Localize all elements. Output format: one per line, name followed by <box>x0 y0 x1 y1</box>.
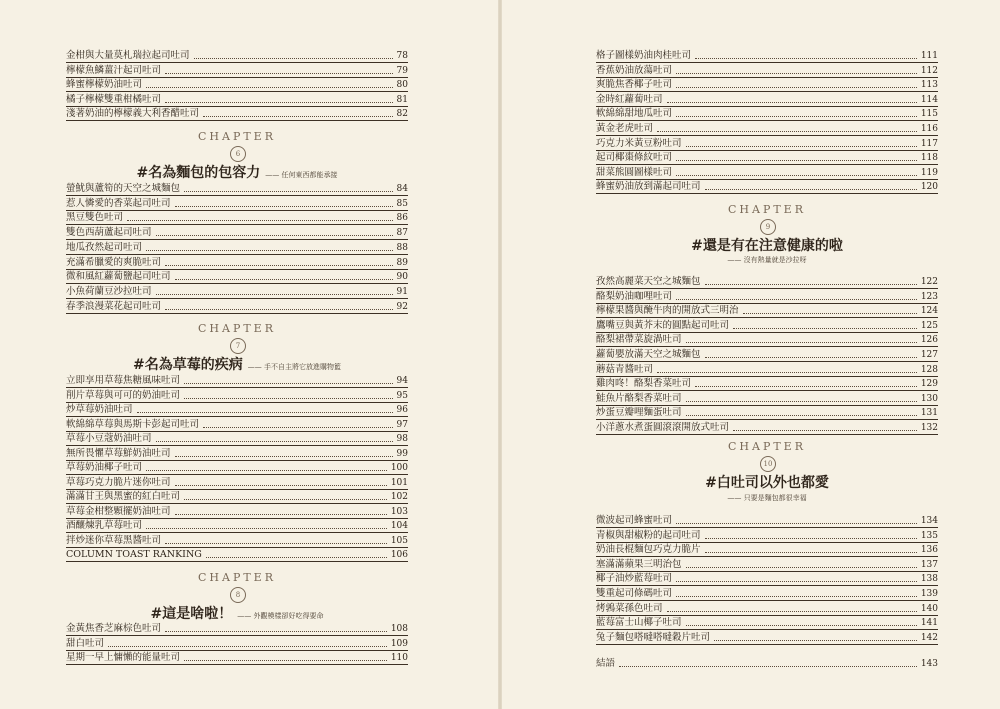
toc-entry-title: 充滿希臘愛的爽脆吐司 <box>66 256 162 268</box>
toc-entry-title: 甜菜熊圓圖樣吐司 <box>596 166 673 178</box>
toc-entry-title: 蘑菇青醬吐司 <box>596 363 654 375</box>
toc-entry-page: 143 <box>920 659 938 669</box>
toc-entry-page: 130 <box>920 393 938 404</box>
toc-entry-page: 104 <box>390 521 408 531</box>
leader-dots <box>676 160 917 161</box>
toc-entry[interactable] <box>596 557 938 572</box>
toc-entry-page: 137 <box>920 559 938 570</box>
chapter-title-line <box>66 162 408 182</box>
toc-entry[interactable] <box>596 77 938 92</box>
toc-entry-title: 金柑與大量莫札瑞拉起司吐司 <box>66 50 190 61</box>
leader-dots <box>175 456 393 457</box>
toc-entry-page: 102 <box>390 492 408 502</box>
leader-dots <box>714 640 917 641</box>
chapter-title: #名為麵包的包容力 <box>136 165 261 181</box>
toc-entry-title: 雞肉咚！酪梨香菜吐司 <box>596 378 692 390</box>
toc-entry[interactable] <box>596 513 938 528</box>
toc-entry[interactable] <box>66 621 408 636</box>
toc-entry-page: 96 <box>396 405 408 415</box>
toc-entry-title: 椰子油炒藍莓吐司 <box>596 573 673 585</box>
toc-entry-title: 雙色西葫蘆起司吐司 <box>66 227 152 239</box>
toc-entry-title: 香蕉奶油放蕩吐司 <box>596 64 673 76</box>
toc-entry-title: 雙重起司條碼吐司 <box>596 588 673 599</box>
toc-entry-title: 鷹嘴豆與黃芥末的圓點起司吐司 <box>596 319 730 331</box>
toc-entry[interactable] <box>596 165 938 180</box>
chapter-word: CHAPTER <box>197 322 276 335</box>
toc-entry-page: 80 <box>396 80 408 91</box>
toc-entry-title: 炒草莓奶油吐司 <box>66 404 133 415</box>
toc-entry-page: 87 <box>396 228 408 239</box>
toc-entry[interactable] <box>66 92 408 107</box>
chapter-title: #名為草莓的疾病 <box>132 357 243 373</box>
toc-entry-title: 爽脆焦香椰子吐司 <box>596 79 673 91</box>
toc-entry-page: 97 <box>396 419 408 430</box>
toc-entry-title: 小魚荷蘭豆沙拉吐司 <box>66 285 152 297</box>
chapter-title: #白吐司以外也都愛 <box>705 475 829 491</box>
toc-entry-title: 滿滿甘王與黑蜜的紅白吐司 <box>66 491 181 502</box>
toc-entry-page: 81 <box>396 94 408 105</box>
toc-entry-title: 奶油長棍麵包巧克力脆片 <box>596 544 701 556</box>
toc-entry[interactable] <box>66 475 408 490</box>
leader-dots <box>676 175 917 176</box>
chapter-number-badge: 7 <box>230 338 246 354</box>
leader-dots <box>165 265 393 266</box>
toc-entry-page: 132 <box>920 423 938 433</box>
toc-entry-title: 無所畏懼草莓鮮奶油吐司 <box>66 447 171 459</box>
leader-dots <box>686 415 917 416</box>
chapter-word: CHAPTER <box>197 571 276 584</box>
leader-dots <box>676 116 917 117</box>
leader-dots <box>165 631 387 632</box>
leader-dots <box>184 499 387 500</box>
toc-entry-page: 127 <box>920 350 938 360</box>
leader-dots <box>165 309 393 310</box>
toc-entry[interactable] <box>66 48 408 63</box>
toc-entry-page: 84 <box>396 184 408 194</box>
toc-entry-page: 115 <box>920 109 938 120</box>
toc-entry[interactable] <box>66 402 408 417</box>
chapter-number-badge: 9 <box>760 219 776 235</box>
leader-dots <box>184 660 387 661</box>
toc-entry-page: 128 <box>920 364 938 375</box>
leader-dots <box>705 552 917 553</box>
leader-dots <box>619 666 917 667</box>
toc-entry-title: 黃金老虎吐司 <box>596 123 654 134</box>
toc-entry[interactable] <box>596 92 938 107</box>
toc-entry-title: 甜白吐司 <box>66 637 105 649</box>
toc-entry-page: 92 <box>396 301 408 312</box>
chapter-number-badge: 8 <box>230 587 246 603</box>
toc-entry-page: 136 <box>920 545 938 556</box>
toc-entry-page: 98 <box>396 434 408 444</box>
toc-entry-page: 134 <box>920 516 938 526</box>
toc-entry-page: 100 <box>390 463 408 473</box>
leader-dots <box>705 284 917 285</box>
toc-entry-title: 檸檬果醬與醃牛肉的開放式三明治 <box>596 305 739 317</box>
leader-dots <box>676 523 917 524</box>
toc-entry-title: 蜂蜜奶油放到滿起司吐司 <box>596 181 701 193</box>
toc-entry-title: 黑豆雙色吐司 <box>66 212 124 224</box>
toc-entry-title: 草莓巧克力脆片迷你吐司 <box>66 476 171 488</box>
toc-entry-title: 巧克力米黃豆粉吐司 <box>596 137 682 149</box>
toc-entry-title: 兔子麵包嗒噠嗒噠穀片吐司 <box>596 631 711 643</box>
leader-dots <box>657 372 917 373</box>
toc-entry-page: 79 <box>396 65 408 76</box>
toc-entry[interactable] <box>66 431 408 446</box>
toc-entry[interactable] <box>66 269 408 284</box>
chapter-word: CHAPTER <box>197 130 276 143</box>
toc-entry-title: 淺著奶油的檸檬義大利香醋吐司 <box>66 108 200 120</box>
leader-dots <box>146 87 393 88</box>
toc-entry-title: 酪梨裙帶菜旋渦吐司 <box>596 334 682 346</box>
toc-entry[interactable] <box>596 586 938 601</box>
toc-entry[interactable] <box>596 136 938 151</box>
toc-entry[interactable] <box>66 225 408 240</box>
leader-dots <box>156 294 393 295</box>
toc-entry-title: 塞滿滿蘋果三明治包 <box>596 558 682 570</box>
toc-entry-page: 85 <box>396 198 408 209</box>
leader-dots <box>733 430 917 431</box>
toc-entry-page: 112 <box>920 65 938 76</box>
toc-entry-page: 108 <box>390 624 408 634</box>
toc-entry-page: 113 <box>920 80 938 91</box>
toc-entry[interactable] <box>596 63 938 78</box>
toc-entry-title: 鮭魚片酪梨香菜吐司 <box>596 392 682 404</box>
toc-entry[interactable] <box>66 240 408 255</box>
leader-dots <box>686 401 917 402</box>
toc-entry[interactable] <box>66 106 408 121</box>
chapter-word: CHAPTER <box>727 440 806 453</box>
toc-entry-page: 116 <box>920 124 938 134</box>
toc-entry[interactable] <box>66 446 408 461</box>
toc-entry-title: 星期一早上慵懶的能量吐司 <box>66 652 181 664</box>
leader-dots <box>686 342 917 343</box>
toc-entry-title: 炒蛋豆瓣哩麵蛋吐司 <box>596 407 682 419</box>
toc-entry-page: 117 <box>920 138 938 149</box>
toc-entry-page: 95 <box>396 390 408 401</box>
toc-entry-page: 105 <box>390 535 408 546</box>
toc-entry[interactable] <box>66 181 408 196</box>
leader-dots <box>695 58 917 59</box>
toc-entry[interactable] <box>596 303 938 318</box>
book-gutter <box>498 0 502 709</box>
leader-dots <box>667 102 917 103</box>
chapter-9-header <box>596 203 938 264</box>
toc-entry-page: 138 <box>920 574 938 585</box>
toc-entry[interactable] <box>596 542 938 557</box>
chapter-subtitle: —— 只要是麵包都很幸福 <box>727 494 807 502</box>
leader-dots <box>686 625 917 626</box>
toc-entry-title: 格子圖樣奶油肉桂吐司 <box>596 50 692 61</box>
toc-entry[interactable] <box>66 77 408 92</box>
leader-dots <box>165 543 387 544</box>
toc-entry-title: 草莓奶油椰子吐司 <box>66 462 143 473</box>
toc-entry[interactable] <box>596 528 938 543</box>
leader-dots <box>127 220 393 221</box>
leader-dots <box>695 386 917 387</box>
toc-entry-page: 106 <box>390 550 408 560</box>
toc-entry[interactable] <box>596 106 938 121</box>
toc-entry-title: 金時紅蘿蔔吐司 <box>596 93 663 105</box>
toc-entry[interactable] <box>66 504 408 519</box>
chapter-subtitle: —— 任何東西都能承接 <box>265 171 338 179</box>
toc-entry-title: 微波起司蜂蜜吐司 <box>596 515 673 526</box>
toc-entry-title: COLUMN TOAST RANKING <box>66 549 202 560</box>
leader-dots <box>184 383 393 384</box>
leader-dots <box>156 235 393 236</box>
leader-dots <box>676 581 917 582</box>
toc-entry-page: 91 <box>396 286 408 297</box>
leader-dots <box>184 191 393 192</box>
toc-entry-title: 蜂蜜檸檬奶油吐司 <box>66 79 143 91</box>
leader-dots <box>175 485 387 486</box>
toc-entry[interactable] <box>66 417 408 432</box>
toc-entry[interactable] <box>66 388 408 403</box>
toc-entry-page: 142 <box>920 632 938 643</box>
toc-entry-page: 140 <box>920 603 938 614</box>
leader-dots <box>206 557 387 558</box>
toc-entry-page: 139 <box>920 589 938 599</box>
toc-entry-page: 78 <box>396 51 408 61</box>
toc-entry-page: 88 <box>396 242 408 253</box>
toc-entry-title: 小洋蔥水煮蛋圓滾滾開放式吐司 <box>596 422 730 433</box>
toc-entry-title: 軟綿綿甜地瓜吐司 <box>596 108 673 120</box>
toc-entry-title: 金黃焦香芝麻棕色吐司 <box>66 623 162 634</box>
toc-entry-title: 蘿蔔嬰放滿天空之城麵包 <box>596 349 701 360</box>
toc-entry[interactable] <box>596 362 938 377</box>
toc-entry[interactable] <box>66 284 408 299</box>
toc-entry-title: 起司椰棗條紋吐司 <box>596 152 673 164</box>
toc-entry-page: 131 <box>920 408 938 419</box>
leader-dots <box>657 131 917 132</box>
chapter-10-header <box>596 440 938 502</box>
chapter-title-line <box>66 603 408 623</box>
toc-entry[interactable] <box>596 391 938 406</box>
toc-entry-title: 結語 <box>596 658 616 669</box>
toc-entry[interactable] <box>66 255 408 270</box>
toc-entry-page: 94 <box>396 376 408 386</box>
toc-entry[interactable] <box>66 533 408 548</box>
toc-entry-title: 微和風紅蘿蔔鹽起司吐司 <box>66 271 171 283</box>
leader-dots <box>705 538 917 539</box>
toc-entry-title: 酒釀煉乳草莓吐司 <box>66 520 143 531</box>
chapter-word: CHAPTER <box>727 203 806 216</box>
toc-entry-title: 藍莓富士山椰子吐司 <box>596 617 682 629</box>
leader-dots <box>165 102 393 103</box>
leader-dots <box>175 206 393 207</box>
chapter-title: #還是有在注意健康的啦 <box>691 238 843 254</box>
leader-dots <box>733 328 917 329</box>
toc-entry-title: 孜然高麗菜天空之城麵包 <box>596 276 701 287</box>
toc-entry-page: 125 <box>920 320 938 331</box>
toc-entry[interactable] <box>596 630 938 645</box>
toc-entry[interactable] <box>66 373 408 388</box>
chapter-subtitle: —— 外觀模樣卻好吃得要命 <box>237 612 324 620</box>
toc-entry[interactable] <box>596 318 938 333</box>
toc-entry-title: 酪梨奶油咖哩吐司 <box>596 290 673 302</box>
toc-entry-page: 119 <box>920 167 938 178</box>
chapter-number-badge: 6 <box>230 146 246 162</box>
toc-entry-title: 拌炒迷你草莓黑醬吐司 <box>66 534 162 546</box>
leader-dots <box>194 58 393 59</box>
toc-entry[interactable] <box>66 518 408 533</box>
chapter-subtitle: —— 沒有熱量就是沙拉呀 <box>727 256 807 264</box>
toc-entry[interactable] <box>66 63 408 78</box>
toc-entry-title: 草莓金柑整顆擺奶油吐司 <box>66 505 171 517</box>
toc-entry[interactable] <box>596 615 938 630</box>
leader-dots <box>146 250 393 251</box>
toc-entry[interactable] <box>66 196 408 211</box>
toc-entry[interactable] <box>596 405 938 420</box>
leader-dots <box>676 596 917 597</box>
toc-entry[interactable] <box>596 376 938 391</box>
toc-entry-title: 螢魷與蘆筍的天空之城麵包 <box>66 183 181 194</box>
toc-entry-title: 春季浪漫菜花起司吐司 <box>66 300 162 312</box>
chapter-number-badge: 10 <box>760 456 776 472</box>
toc-entry-page: 126 <box>920 335 938 346</box>
toc-entry-page: 111 <box>920 51 938 61</box>
toc-entry-page: 120 <box>920 182 938 193</box>
chapter-8-header <box>66 571 408 622</box>
toc-entry-title: 地瓜孜然起司吐司 <box>66 241 143 253</box>
toc-entry-title: 削片草莓與可可的奶油吐司 <box>66 389 181 401</box>
toc-entry-page: 118 <box>920 153 938 164</box>
toc-entry-title: 軟綿綿草莓與馬斯卡彭起司吐司 <box>66 418 200 430</box>
toc-entry-title: 青椒與甜椒粉的起司吐司 <box>596 529 701 541</box>
toc-entry-title: 烤鶉菜孫色吐司 <box>596 602 663 614</box>
chapter-title-line <box>596 472 938 492</box>
toc-entry[interactable] <box>596 179 938 194</box>
toc-entry-page: 86 <box>396 213 408 224</box>
toc-entry-title: 橘子檸檬雙重柑橘吐司 <box>66 93 162 105</box>
toc-entry-page: 101 <box>390 477 408 488</box>
leader-dots <box>686 146 917 147</box>
chapter-title: #這是啥啦！ <box>150 606 233 622</box>
toc-entry-title: 檸檬魚鱗薑汁起司吐司 <box>66 64 162 76</box>
toc-entry-page: 135 <box>920 530 938 541</box>
toc-entry-page: 122 <box>920 277 938 287</box>
toc-entry[interactable] <box>596 420 938 435</box>
leader-dots <box>175 514 387 515</box>
toc-entry-page: 141 <box>920 618 938 629</box>
toc-entry[interactable] <box>66 299 408 314</box>
toc-entry[interactable] <box>596 150 938 165</box>
leader-dots <box>156 441 393 442</box>
toc-entry-page: 129 <box>920 379 938 390</box>
toc-entry[interactable] <box>596 571 938 586</box>
chapter-title-line <box>596 235 938 255</box>
toc-entry-title: 立即享用草莓焦糖風味吐司 <box>66 375 181 386</box>
leader-dots <box>165 73 393 74</box>
toc-entry-title: 惹人憐愛的香菜起司吐司 <box>66 197 171 209</box>
leader-dots <box>146 470 387 471</box>
toc-entry[interactable] <box>66 489 408 504</box>
toc-entry-page: 99 <box>396 448 408 459</box>
leader-dots <box>676 73 917 74</box>
toc-entry[interactable] <box>596 121 938 136</box>
toc-entry-title: 草莓小豆蔻奶油吐司 <box>66 433 152 444</box>
toc-entry-page: 123 <box>920 291 938 302</box>
leader-dots <box>184 398 393 399</box>
leader-dots <box>705 357 917 358</box>
toc-entry-page: 114 <box>920 94 938 105</box>
leader-dots <box>667 611 917 612</box>
leader-dots <box>743 313 917 314</box>
toc-entry-page: 103 <box>390 506 408 517</box>
toc-entry[interactable] <box>596 289 938 304</box>
leader-dots <box>705 189 917 190</box>
toc-entry-page: 82 <box>396 109 408 120</box>
chapter-subtitle: —— 手不自主將它放進購物籃 <box>247 363 342 371</box>
toc-entry[interactable] <box>596 601 938 616</box>
toc-entry-page: 90 <box>396 272 408 283</box>
leader-dots <box>676 299 917 300</box>
toc-entry[interactable] <box>596 274 938 289</box>
toc-entry[interactable] <box>66 210 408 225</box>
leader-dots <box>676 87 917 88</box>
toc-entry[interactable] <box>66 636 408 651</box>
toc-entry[interactable] <box>596 48 938 63</box>
leader-dots <box>203 116 393 117</box>
toc-entry-ending[interactable] <box>596 656 938 670</box>
toc-entry[interactable] <box>66 547 408 562</box>
chapter-title-line <box>66 354 408 374</box>
toc-entry[interactable] <box>66 460 408 475</box>
toc-entry-page: 110 <box>390 653 408 664</box>
chapter-7-header <box>66 322 408 373</box>
toc-entry[interactable] <box>66 650 408 665</box>
leader-dots <box>686 567 917 568</box>
toc-entry[interactable] <box>596 347 938 362</box>
right-page <box>596 0 938 709</box>
leader-dots <box>203 427 393 428</box>
toc-entry-page: 124 <box>920 306 938 317</box>
leader-dots <box>108 646 387 647</box>
leader-dots <box>175 279 393 280</box>
leader-dots <box>146 528 387 529</box>
chapter-6-header <box>66 130 408 181</box>
toc-entry-page: 109 <box>390 638 408 649</box>
leader-dots <box>137 412 393 413</box>
toc-entry[interactable] <box>596 332 938 347</box>
left-page <box>66 0 408 709</box>
toc-entry-page: 89 <box>396 257 408 268</box>
